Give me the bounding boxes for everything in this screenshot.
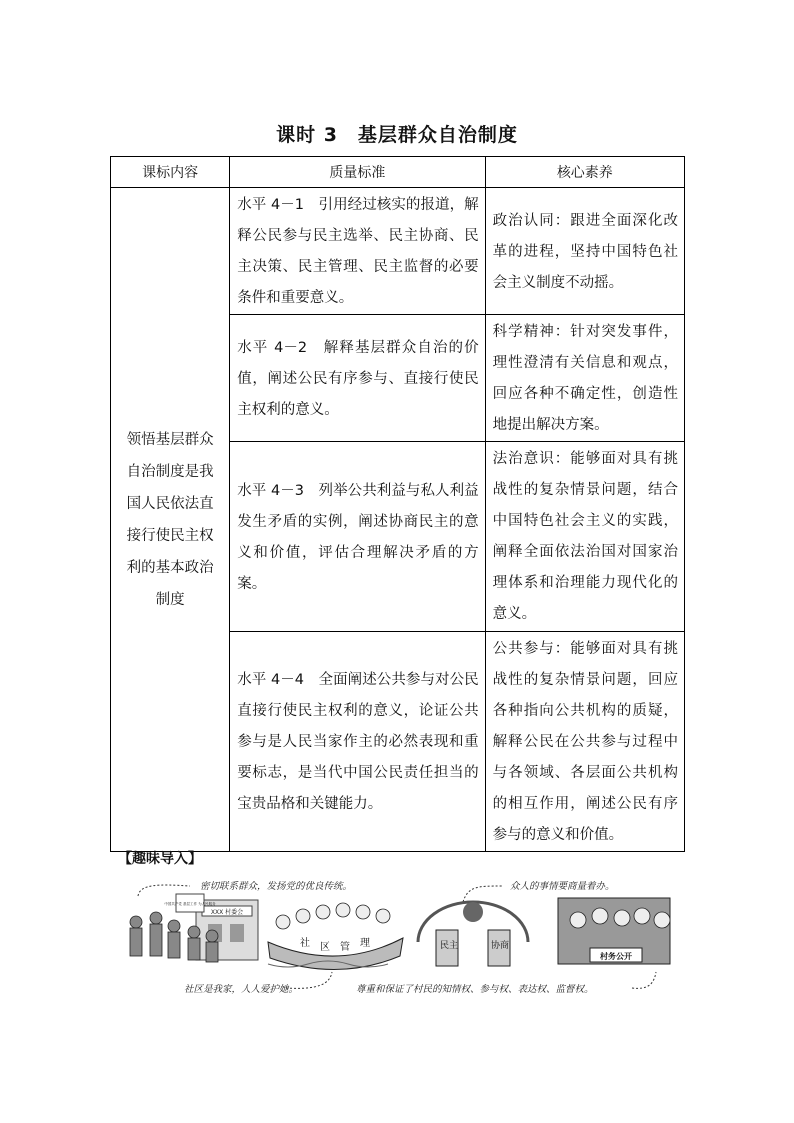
boat-char: 区 [320, 942, 330, 953]
boat-char: 社 [300, 938, 310, 949]
quality-cell [230, 188, 485, 315]
literacy-cell [485, 442, 684, 632]
panel-consultation [418, 902, 528, 966]
panel-village-affairs [558, 898, 670, 964]
page-title: 课时 3 基层群众自治制度 [276, 124, 518, 146]
header-literacy: 核心素养 [485, 157, 684, 188]
quality-cell [230, 632, 485, 852]
intro-label: 【趣味导入】 [118, 851, 202, 867]
caption-bottom-left: 社区是我家，人人爱护她。 [184, 984, 299, 995]
party-emblem-icon [463, 902, 483, 922]
quality-text: 水平 4－4 全面阐述公共参与对公民直接行使民主权利的意义，论证公共参与是人民当家作主的必然表现和重要标志，是当代中国公民责任担当的宝贵品格和关键能力。 [237, 672, 479, 812]
figure-right-label: 协商 [491, 941, 510, 951]
literacy-cell [485, 315, 684, 442]
connector-arrow [632, 972, 656, 988]
caption-top-right: 众人的事情要商量着办。 [510, 881, 615, 892]
connector-arrow [463, 886, 502, 902]
boat-char: 理 [360, 938, 370, 949]
header-curriculum: 课标内容 [111, 157, 230, 188]
intro-cartoon [118, 872, 678, 1002]
literacy-text: 政治认同：跟进全面深化改革的进程，坚持中国特色社会主义制度不动摇。 [492, 212, 678, 291]
figure-left-label: 民主 [440, 941, 459, 951]
panel-visit [130, 894, 258, 962]
quality-text: 水平 4－2 解释基层群众自治的价值，阐述公民有序参与、直接行使民主权利的意义。 [237, 339, 479, 418]
quality-cell [230, 442, 485, 632]
quality-cell [230, 315, 485, 442]
board-text: 村务公开 [600, 952, 632, 961]
boat [268, 938, 403, 970]
table-row [111, 188, 685, 315]
office-window [230, 924, 244, 942]
caption-top-left: 密切联系群众，发扬党的优良传统。 [200, 881, 353, 892]
notice-text: 中国共产党 基层工作 为人民服务 [164, 902, 216, 906]
header-quality: 质量标准 [230, 157, 485, 188]
quality-text: 水平 4－1 引用经过核实的报道，解释公民参与民主选举、民主协商、民主决策、民主管理、民主监督的必要条件和重要意义。 [237, 197, 479, 306]
quality-text: 水平 4－3 列举公共利益与私人利益发生矛盾的实例，阐述协商民主的意义和价值，评估合理解决矛盾的方案。 [237, 482, 479, 592]
literacy-text: 科学精神：针对突发事件，理性澄清有关信息和观点，回应各种不确定性，创造性地提出解决方案。 [492, 324, 678, 433]
curriculum-cell [111, 188, 230, 852]
panel-boat [268, 903, 403, 970]
literacy-cell [485, 188, 684, 315]
caption-bottom-right: 尊重和保证了村民的知情权、参与权、表达权、监督权。 [356, 984, 594, 995]
literacy-text: 法治意识：能够面对具有挑战性的复杂情景问题，结合中国特色社会主义的实践，阐释全面依法治国对国家治理体系和治理能力现代化的意义。 [492, 451, 678, 622]
boat-char: 管 [340, 942, 350, 953]
literacy-text: 公共参与：能够面对具有挑战性的复杂情景问题，回应各种指向公共机构的质疑，解释公民在公共参与过程中与各领域、各层面公共机构的相互作用，阐述公民有序参与的意义和价值。 [492, 641, 678, 843]
standards-table [110, 156, 685, 852]
curriculum-text: 领悟基层群众自治制度是我国人民依法直接行使民主权利的基本政治制度 [126, 431, 214, 608]
office-sign-text: XXX 村委会 [210, 909, 244, 916]
table-header-row [111, 157, 685, 188]
literacy-cell [485, 632, 684, 852]
